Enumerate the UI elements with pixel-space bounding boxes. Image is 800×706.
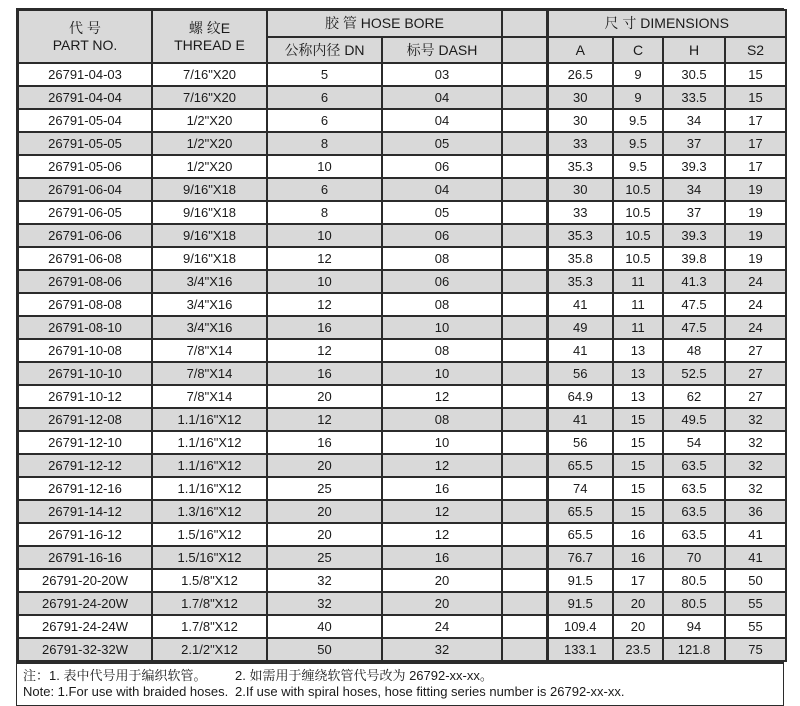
cell-c: 17 [613, 569, 663, 592]
cell-a: 41 [547, 408, 613, 431]
cell-spacer [502, 316, 547, 339]
cell-thread: 3/4"X16 [152, 293, 267, 316]
cell-thread: 1.1/16"X12 [152, 408, 267, 431]
table-row [18, 339, 786, 362]
table-row [18, 132, 786, 155]
table-row [18, 362, 786, 385]
cell-c: 15 [613, 454, 663, 477]
cell-h: 80.5 [663, 569, 725, 592]
cell-dash: 20 [382, 592, 502, 615]
cell-thread: 9/16"X18 [152, 178, 267, 201]
cell-c: 11 [613, 270, 663, 293]
cell-h: 49.5 [663, 408, 725, 431]
cell-dash: 10 [382, 316, 502, 339]
cell-c: 9 [613, 86, 663, 109]
cell-a: 35.3 [547, 224, 613, 247]
cell-s2: 19 [725, 224, 786, 247]
cell-dash: 08 [382, 293, 502, 316]
cell-h: 62 [663, 385, 725, 408]
cell-a: 109.4 [547, 615, 613, 638]
cell-spacer [502, 592, 547, 615]
cell-a: 30 [547, 178, 613, 201]
cell-spacer [502, 155, 547, 178]
cell-thread: 1.1/16"X12 [152, 477, 267, 500]
cell-spacer [502, 178, 547, 201]
cell-a: 56 [547, 362, 613, 385]
note-line-zh [23, 668, 777, 684]
table-row [18, 270, 786, 293]
cell-h: 63.5 [663, 500, 725, 523]
cell-a: 35.8 [547, 247, 613, 270]
cell-dn: 12 [267, 247, 382, 270]
table-row [18, 638, 786, 661]
cell-a: 33 [547, 132, 613, 155]
cell-spacer [502, 224, 547, 247]
cell-thread: 1/2"X20 [152, 109, 267, 132]
cell-s2: 17 [725, 132, 786, 155]
cell-spacer [502, 63, 547, 86]
table-header [18, 10, 786, 63]
cell-h: 47.5 [663, 316, 725, 339]
notes-box [17, 662, 783, 705]
cell-thread: 7/16"X20 [152, 86, 267, 109]
cell-a: 74 [547, 477, 613, 500]
cell-dn: 5 [267, 63, 382, 86]
cell-dn: 20 [267, 454, 382, 477]
cell-thread: 7/16"X20 [152, 63, 267, 86]
cell-thread: 7/8"X14 [152, 339, 267, 362]
cell-thread: 1/2"X20 [152, 132, 267, 155]
cell-dash: 06 [382, 224, 502, 247]
cell-dash: 12 [382, 385, 502, 408]
cell-s2: 27 [725, 339, 786, 362]
cell-spacer [502, 86, 547, 109]
cell-dash: 10 [382, 431, 502, 454]
cell-h: 52.5 [663, 362, 725, 385]
cell-part-no: 26791-06-04 [18, 178, 152, 201]
cell-dash: 08 [382, 339, 502, 362]
cell-c: 13 [613, 362, 663, 385]
cell-s2: 32 [725, 408, 786, 431]
cell-dash: 16 [382, 477, 502, 500]
cell-part-no: 26791-05-04 [18, 109, 152, 132]
cell-spacer [502, 500, 547, 523]
cell-s2: 15 [725, 86, 786, 109]
cell-h: 47.5 [663, 293, 725, 316]
catalog-sheet [16, 8, 784, 706]
parts-table-container [16, 8, 784, 706]
cell-thread: 1.1/16"X12 [152, 454, 267, 477]
cell-part-no: 26791-10-08 [18, 339, 152, 362]
cell-dn: 32 [267, 569, 382, 592]
cell-dash: 05 [382, 132, 502, 155]
cell-spacer [502, 109, 547, 132]
cell-s2: 41 [725, 546, 786, 569]
cell-part-no: 26791-16-16 [18, 546, 152, 569]
cell-s2: 15 [725, 63, 786, 86]
cell-part-no: 26791-24-24W [18, 615, 152, 638]
cell-thread: 9/16"X18 [152, 247, 267, 270]
cell-part-no: 26791-08-10 [18, 316, 152, 339]
header-spacer-bottom [502, 37, 547, 63]
cell-spacer [502, 339, 547, 362]
table-row [18, 546, 786, 569]
cell-c: 23.5 [613, 638, 663, 661]
cell-a: 65.5 [547, 454, 613, 477]
cell-dn: 25 [267, 546, 382, 569]
cell-spacer [502, 615, 547, 638]
cell-c: 9.5 [613, 132, 663, 155]
cell-thread: 1.7/8"X12 [152, 592, 267, 615]
table-row [18, 224, 786, 247]
cell-c: 16 [613, 546, 663, 569]
table-row [18, 293, 786, 316]
header-part-no [18, 10, 152, 63]
cell-spacer [502, 385, 547, 408]
cell-part-no: 26791-16-12 [18, 523, 152, 546]
cell-dn: 20 [267, 523, 382, 546]
cell-a: 41 [547, 293, 613, 316]
header-thread [152, 10, 267, 63]
cell-a: 76.7 [547, 546, 613, 569]
parts-table [17, 9, 787, 662]
cell-thread: 9/16"X18 [152, 201, 267, 224]
cell-h: 33.5 [663, 86, 725, 109]
cell-part-no: 26791-20-20W [18, 569, 152, 592]
cell-thread: 9/16"X18 [152, 224, 267, 247]
cell-dash: 10 [382, 362, 502, 385]
cell-spacer [502, 477, 547, 500]
cell-a: 64.9 [547, 385, 613, 408]
cell-dash: 03 [382, 63, 502, 86]
table-row [18, 592, 786, 615]
cell-dash: 06 [382, 270, 502, 293]
cell-s2: 19 [725, 247, 786, 270]
cell-part-no: 26791-14-12 [18, 500, 152, 523]
cell-s2: 32 [725, 454, 786, 477]
table-row [18, 109, 786, 132]
cell-spacer [502, 408, 547, 431]
cell-a: 91.5 [547, 569, 613, 592]
cell-part-no: 26791-12-16 [18, 477, 152, 500]
cell-c: 9 [613, 63, 663, 86]
cell-a: 56 [547, 431, 613, 454]
cell-dn: 8 [267, 132, 382, 155]
cell-a: 35.3 [547, 270, 613, 293]
cell-dash: 08 [382, 247, 502, 270]
cell-s2: 17 [725, 109, 786, 132]
cell-spacer [502, 362, 547, 385]
cell-h: 80.5 [663, 592, 725, 615]
table-row [18, 385, 786, 408]
cell-s2: 55 [725, 592, 786, 615]
cell-dn: 10 [267, 155, 382, 178]
cell-dash: 32 [382, 638, 502, 661]
cell-part-no: 26791-08-08 [18, 293, 152, 316]
cell-part-no: 26791-06-06 [18, 224, 152, 247]
cell-c: 10.5 [613, 247, 663, 270]
cell-spacer [502, 546, 547, 569]
note-en-1: Note: 1.For use with braided hoses. [23, 684, 229, 699]
cell-c: 10.5 [613, 201, 663, 224]
cell-dn: 16 [267, 431, 382, 454]
cell-thread: 3/4"X16 [152, 270, 267, 293]
cell-spacer [502, 431, 547, 454]
cell-thread: 1.7/8"X12 [152, 615, 267, 638]
cell-part-no: 26791-12-10 [18, 431, 152, 454]
table-row [18, 247, 786, 270]
cell-dn: 12 [267, 293, 382, 316]
cell-dn: 20 [267, 500, 382, 523]
cell-s2: 24 [725, 270, 786, 293]
cell-s2: 41 [725, 523, 786, 546]
cell-a: 49 [547, 316, 613, 339]
cell-dn: 16 [267, 316, 382, 339]
cell-thread: 3/4"X16 [152, 316, 267, 339]
cell-thread: 1.5/8"X12 [152, 569, 267, 592]
cell-part-no: 26791-10-12 [18, 385, 152, 408]
cell-part-no: 26791-12-08 [18, 408, 152, 431]
table-row [18, 431, 786, 454]
cell-h: 39.3 [663, 224, 725, 247]
cell-dn: 6 [267, 86, 382, 109]
table-row [18, 201, 786, 224]
cell-h: 63.5 [663, 477, 725, 500]
cell-h: 54 [663, 431, 725, 454]
header-dn: 公称内径 DN [267, 37, 382, 63]
cell-s2: 50 [725, 569, 786, 592]
cell-a: 65.5 [547, 523, 613, 546]
cell-dash: 16 [382, 546, 502, 569]
cell-dn: 6 [267, 178, 382, 201]
table-row [18, 408, 786, 431]
cell-c: 15 [613, 477, 663, 500]
cell-s2: 32 [725, 477, 786, 500]
cell-thread: 2.1/2"X12 [152, 638, 267, 661]
note-zh-1: 注：1. 表中代号用于编织软管。 [23, 668, 207, 683]
table-row [18, 178, 786, 201]
cell-part-no: 26791-24-20W [18, 592, 152, 615]
cell-h: 37 [663, 201, 725, 224]
cell-a: 65.5 [547, 500, 613, 523]
cell-a: 30 [547, 109, 613, 132]
cell-spacer [502, 569, 547, 592]
cell-a: 41 [547, 339, 613, 362]
cell-thread: 7/8"X14 [152, 362, 267, 385]
cell-c: 13 [613, 385, 663, 408]
cell-c: 9.5 [613, 109, 663, 132]
cell-dn: 6 [267, 109, 382, 132]
cell-dn: 16 [267, 362, 382, 385]
cell-h: 34 [663, 178, 725, 201]
cell-part-no: 26791-04-04 [18, 86, 152, 109]
table-body [18, 63, 786, 661]
cell-thread: 7/8"X14 [152, 385, 267, 408]
cell-c: 15 [613, 408, 663, 431]
cell-spacer [502, 523, 547, 546]
cell-dn: 32 [267, 592, 382, 615]
cell-dash: 04 [382, 109, 502, 132]
cell-dash: 05 [382, 201, 502, 224]
cell-dash: 12 [382, 523, 502, 546]
header-thread-zh: 螺 纹E [188, 19, 231, 36]
cell-dn: 10 [267, 224, 382, 247]
cell-h: 94 [663, 615, 725, 638]
cell-a: 133.1 [547, 638, 613, 661]
cell-dn: 50 [267, 638, 382, 661]
cell-dash: 24 [382, 615, 502, 638]
cell-h: 48 [663, 339, 725, 362]
cell-h: 30.5 [663, 63, 725, 86]
header-dimensions: 尺 寸 DIMENSIONS [547, 10, 786, 37]
cell-part-no: 26791-06-08 [18, 247, 152, 270]
cell-s2: 27 [725, 385, 786, 408]
cell-thread: 1.5/16"X12 [152, 523, 267, 546]
cell-part-no: 26791-05-05 [18, 132, 152, 155]
cell-thread: 1.5/16"X12 [152, 546, 267, 569]
cell-h: 39.3 [663, 155, 725, 178]
cell-dn: 20 [267, 385, 382, 408]
cell-c: 20 [613, 615, 663, 638]
note-line-en [23, 684, 777, 700]
cell-h: 39.8 [663, 247, 725, 270]
cell-c: 11 [613, 293, 663, 316]
cell-dash: 06 [382, 155, 502, 178]
cell-a: 30 [547, 86, 613, 109]
cell-dn: 10 [267, 270, 382, 293]
cell-c: 10.5 [613, 224, 663, 247]
cell-part-no: 26791-32-32W [18, 638, 152, 661]
cell-h: 41.3 [663, 270, 725, 293]
cell-dash: 04 [382, 86, 502, 109]
cell-thread: 1.3/16"X12 [152, 500, 267, 523]
table-row [18, 86, 786, 109]
cell-part-no: 26791-10-10 [18, 362, 152, 385]
header-dash: 标号 DASH [382, 37, 502, 63]
header-spacer-top [502, 10, 547, 37]
cell-c: 13 [613, 339, 663, 362]
table-row [18, 500, 786, 523]
header-part-no-zh: 代 号 [69, 19, 101, 36]
table-row [18, 316, 786, 339]
cell-part-no: 26791-06-05 [18, 201, 152, 224]
cell-s2: 24 [725, 293, 786, 316]
cell-c: 9.5 [613, 155, 663, 178]
cell-s2: 36 [725, 500, 786, 523]
cell-s2: 32 [725, 431, 786, 454]
cell-dn: 12 [267, 339, 382, 362]
cell-h: 34 [663, 109, 725, 132]
cell-spacer [502, 638, 547, 661]
cell-c: 15 [613, 500, 663, 523]
cell-c: 10.5 [613, 178, 663, 201]
cell-s2: 55 [725, 615, 786, 638]
note-zh-2: 2. 如需用于缠绕软管代号改为 26792-xx-xx。 [235, 668, 493, 683]
cell-dn: 25 [267, 477, 382, 500]
cell-a: 33 [547, 201, 613, 224]
cell-c: 20 [613, 592, 663, 615]
cell-spacer [502, 270, 547, 293]
header-dim-a: A [547, 37, 613, 63]
cell-s2: 17 [725, 155, 786, 178]
cell-c: 11 [613, 316, 663, 339]
cell-h: 70 [663, 546, 725, 569]
cell-spacer [502, 293, 547, 316]
cell-s2: 27 [725, 362, 786, 385]
cell-thread: 1/2"X20 [152, 155, 267, 178]
cell-a: 26.5 [547, 63, 613, 86]
cell-h: 63.5 [663, 454, 725, 477]
header-thread-en: THREAD E [174, 36, 245, 53]
table-row [18, 569, 786, 592]
cell-dn: 40 [267, 615, 382, 638]
cell-part-no: 26791-04-03 [18, 63, 152, 86]
cell-dn: 12 [267, 408, 382, 431]
table-row [18, 454, 786, 477]
cell-s2: 19 [725, 201, 786, 224]
cell-part-no: 26791-05-06 [18, 155, 152, 178]
cell-spacer [502, 132, 547, 155]
table-row [18, 63, 786, 86]
cell-h: 63.5 [663, 523, 725, 546]
cell-c: 15 [613, 431, 663, 454]
cell-a: 35.3 [547, 155, 613, 178]
cell-dash: 12 [382, 454, 502, 477]
cell-spacer [502, 247, 547, 270]
table-row [18, 477, 786, 500]
header-dim-s2: S2 [725, 37, 786, 63]
cell-s2: 19 [725, 178, 786, 201]
cell-part-no: 26791-08-06 [18, 270, 152, 293]
cell-spacer [502, 201, 547, 224]
cell-h: 37 [663, 132, 725, 155]
table-row [18, 523, 786, 546]
table-row [18, 155, 786, 178]
header-part-no-en: PART NO. [52, 36, 118, 53]
cell-s2: 24 [725, 316, 786, 339]
cell-c: 16 [613, 523, 663, 546]
table-row [18, 615, 786, 638]
cell-dn: 8 [267, 201, 382, 224]
cell-thread: 1.1/16"X12 [152, 431, 267, 454]
cell-dash: 04 [382, 178, 502, 201]
cell-dash: 12 [382, 500, 502, 523]
cell-dash: 08 [382, 408, 502, 431]
header-dim-c: C [613, 37, 663, 63]
header-dim-h: H [663, 37, 725, 63]
cell-s2: 75 [725, 638, 786, 661]
cell-part-no: 26791-12-12 [18, 454, 152, 477]
cell-dash: 20 [382, 569, 502, 592]
cell-h: 121.8 [663, 638, 725, 661]
note-en-2: 2.If use with spiral hoses, hose fitting series number is 26792-xx-xx. [235, 684, 625, 699]
cell-a: 91.5 [547, 592, 613, 615]
header-hose-bore: 胶 管 HOSE BORE [267, 10, 502, 37]
cell-spacer [502, 454, 547, 477]
